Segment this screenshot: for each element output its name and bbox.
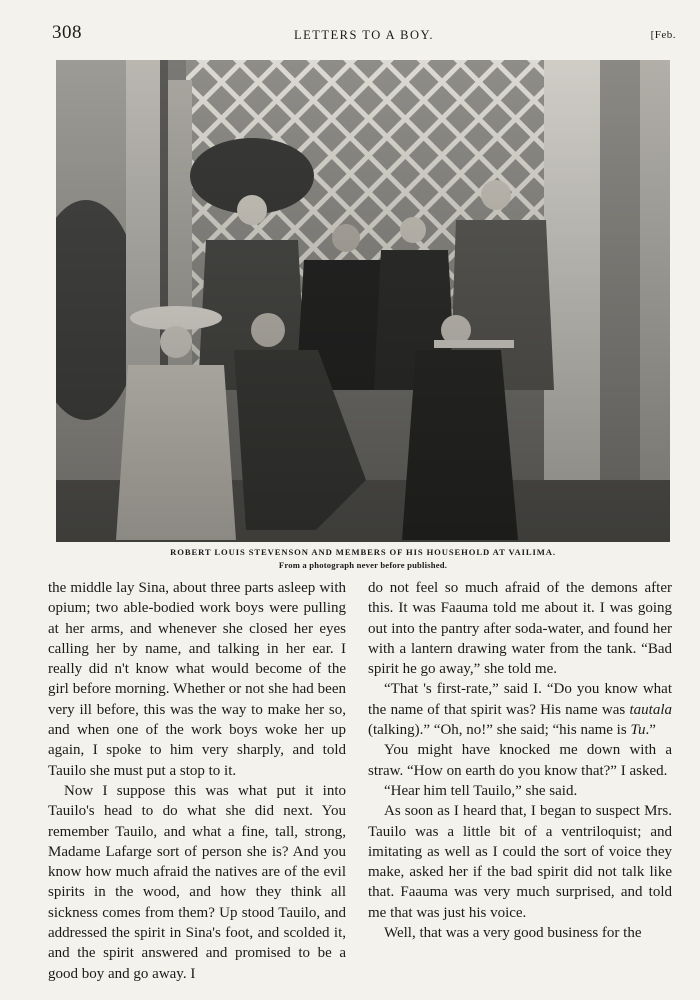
paragraph: the middle lay Sina, about three parts asleep with opium; two able-bodied work boys were pulling at her arms, and whenever she closed her eyes calling her by name, and talking in her ear. I really did n't know what would become of the girl before morning. Whether or not she had been very ill before, this was the way to make her so, and when one of the work boys woke her up again, I spoke to him very sharply, and told Tauilo she must put a stop to it. [48, 580, 346, 779]
paragraph: do not feel so much afraid of the demons after this. It was Faauma told me about it. I was going out into the pantry after soda-water, and found her with a lantern drawing water from the tank. “Bad spirit he go away,” she told me. [368, 580, 672, 678]
figure-caption: ROBERT LOUIS STEVENSON AND MEMBERS OF HIS HOUSEHOLD AT VAILIMA. [170, 547, 556, 557]
paragraph: Well, that was a very good business for the [384, 925, 642, 942]
text-run: (talking).” “Oh, no!” she said; “his name is [368, 722, 631, 739]
text-run: “That 's first-rate,” said I. “Do you know what the name of that spirit was? His name was [368, 681, 672, 718]
section-mark: [Feb. [650, 29, 676, 41]
italic-word: Tu [630, 722, 646, 739]
household-photograph [56, 60, 670, 542]
left-text-column [48, 578, 346, 984]
paragraph: You might have knocked me down with a straw. “How on earth do you know that?” I asked. [368, 742, 672, 779]
text-run: .” [645, 722, 656, 739]
figure-credit: From a photograph never before published. [278, 560, 448, 570]
paragraph: Now I suppose this was what put it into Tauilo's head to do what she did next. You remember Tauilo, and what a fine, tall, strong, Madame Lafarge sort of person she is? And you know how much afraid the natives are of the evil spirits in the wood, and how they think all sickness comes from them? Up stood Tauilo, and addressed the spirit in Sina's foot, and scolded it, and the spirit answered and promised to be a good boy and go away. I [48, 782, 346, 982]
right-text-column [368, 578, 672, 943]
paragraph: As soon as I heard that, I began to suspect Mrs. Tauilo was a little bit of a ventriloquist; and imitating as well as I could the sort of voice they make, asked her if the bad spirit did not talk like that. Faauma was very much surprised, and told me that was just his voice. [368, 803, 672, 921]
page-header [52, 22, 676, 48]
photograph-illustration [56, 60, 670, 542]
italic-word: tautala [629, 701, 672, 718]
page-number: 308 [52, 22, 82, 43]
paragraph: “Hear him tell Tauilo,” she said. [384, 782, 578, 799]
paragraph [368, 679, 672, 740]
running-title: LETTERS TO A BOY. [293, 28, 435, 42]
